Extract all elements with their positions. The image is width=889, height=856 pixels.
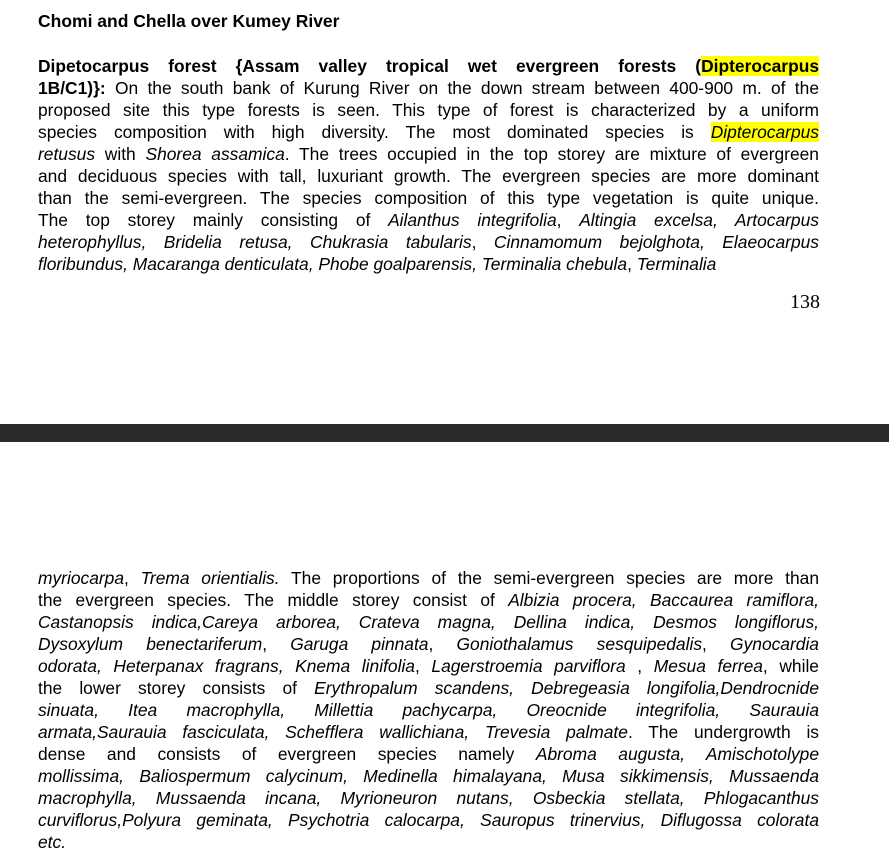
- text-run: curviflorus,Polyura geminata, Psychotria calocarpa, Sauropus trinervius, Diflugossa colorata: [38, 810, 819, 830]
- text-line: [38, 655, 819, 677]
- text-run: On the south bank of Kurung River on the down stream between 400-900 m. of the: [105, 78, 819, 98]
- text-run: odorata, Heterpanax fragrans, Knema linifolia: [38, 656, 415, 676]
- text-run: Garuga pinnata: [290, 634, 429, 654]
- text-run: etc.: [38, 832, 67, 852]
- text-run: , while: [762, 656, 819, 676]
- text-run: Ailanthus integrifolia: [388, 210, 557, 230]
- text-run: Mesua ferrea: [653, 656, 763, 676]
- text-line: [38, 143, 819, 165]
- text-run: than the semi-evergreen. The species composition of this type vegetation is quite unique.: [38, 188, 819, 208]
- highlighted-text: Dipterocarpus: [710, 122, 819, 142]
- text-line: [38, 743, 819, 765]
- text-run: ,: [702, 634, 731, 654]
- text-run: The top storey mainly consisting of: [38, 210, 389, 230]
- text-run: macrophylla, Mussaenda incana, Myrioneuron nutans, Osbeckia stellata, Phlogacanthus: [38, 788, 819, 808]
- text-run: ,: [428, 634, 457, 654]
- text-run: Altingia excelsa, Artocarpus: [579, 210, 819, 230]
- text-line: [38, 55, 819, 77]
- text-line: [38, 99, 819, 121]
- text-run: Dipetocarpus forest {Assam valley tropical wet evergreen forests (: [38, 56, 702, 76]
- text-run: dense and consists of evergreen species namely: [38, 744, 536, 764]
- text-run: Goniothalamus sesquipedalis: [456, 634, 703, 654]
- text-run: ,: [124, 568, 141, 588]
- section-heading: Chomi and Chella over Kumey River: [38, 11, 340, 31]
- text-run: Terminalia: [636, 254, 717, 274]
- text-run: floribundus, Macaranga denticulata, Phobe goalparensis, Terminalia chebula: [38, 254, 628, 274]
- text-run: . The undergrowth is: [627, 722, 819, 742]
- text-run: ,: [262, 634, 291, 654]
- page-number: 138: [790, 291, 820, 313]
- text-run: heterophyllus, Bridelia retusa, Chukrasia tabularis: [38, 232, 472, 252]
- text-line: [38, 633, 819, 655]
- text-run: myriocarpa: [38, 568, 125, 588]
- text-run: ,: [625, 656, 654, 676]
- text-line: [38, 253, 819, 275]
- text-line: [38, 831, 819, 853]
- text-line: [38, 589, 819, 611]
- text-run: the lower storey consists of: [38, 678, 315, 698]
- page-top: [0, 0, 889, 424]
- text-line: [38, 187, 819, 209]
- text-run: sinuata, Itea macrophylla, Millettia pachycarpa, Oreocnide integrifolia, Saurauia: [38, 700, 819, 720]
- text-line: [38, 809, 819, 831]
- text-run: ,: [627, 254, 637, 274]
- text-run: ,: [471, 232, 494, 252]
- text-run: species composition with high diversity. The most dominated species is: [38, 122, 711, 142]
- text-run: ,: [556, 210, 580, 230]
- text-run: Abroma augusta, Amischotolype: [535, 744, 819, 764]
- text-run: armata,Saurauia fasciculata, Schefflera wallichiana, Trevesia palmate: [38, 722, 628, 742]
- text-line: [38, 165, 819, 187]
- text-run: Cinnamomum bejolghota, Elaeocarpus: [493, 232, 819, 252]
- text-line: [38, 567, 819, 589]
- text-line: [38, 699, 819, 721]
- text-line: [38, 765, 819, 787]
- text-run: mollissima, Baliospermum calycinum, Medinella himalayana, Musa sikkimensis, Mussaenda: [38, 766, 819, 786]
- text-run: Dysoxylum benectariferum: [38, 634, 263, 654]
- text-run: with: [95, 144, 146, 164]
- text-run: Gynocardia: [730, 634, 819, 654]
- page-divider: [0, 424, 889, 442]
- text-run: Trema orientialis.: [140, 568, 280, 588]
- text-run: ,: [414, 656, 432, 676]
- text-line: [38, 231, 819, 253]
- text-run: . The trees occupied in the top storey are mixture of evergreen: [284, 144, 819, 164]
- text-line: [38, 209, 819, 231]
- text-line: [38, 721, 819, 743]
- text-line: [38, 77, 819, 99]
- text-run: retusus: [38, 144, 96, 164]
- text-line: [38, 611, 819, 633]
- text-run: and deciduous species with tall, luxuriant growth. The evergreen species are more dominant: [38, 166, 819, 186]
- text-run: Castanopsis indica,Careya arborea, Crateva magna, Dellina indica, Desmos longiflorus,: [38, 612, 819, 632]
- text-run: Albizia procera, Baccaurea ramiflora,: [508, 590, 819, 610]
- highlighted-text: Dipterocarpus: [701, 56, 819, 76]
- text-line: [38, 121, 819, 143]
- text-line: [38, 677, 819, 699]
- text-run: Erythropalum scandens, Debregeasia longifolia,Dendrocnide: [314, 678, 819, 698]
- text-run: Shorea assamica: [145, 144, 285, 164]
- text-run: The proportions of the semi-evergreen species are more than: [279, 568, 819, 588]
- text-line: [38, 787, 819, 809]
- text-run: the evergreen species. The middle storey consist of: [38, 590, 509, 610]
- text-run: 1B/C1)}:: [38, 78, 106, 98]
- text-run: Lagerstroemia parviflora: [431, 656, 626, 676]
- text-run: proposed site this type forests is seen. This type of forest is characterized by a uniform: [38, 100, 819, 120]
- page-bottom: [0, 442, 889, 856]
